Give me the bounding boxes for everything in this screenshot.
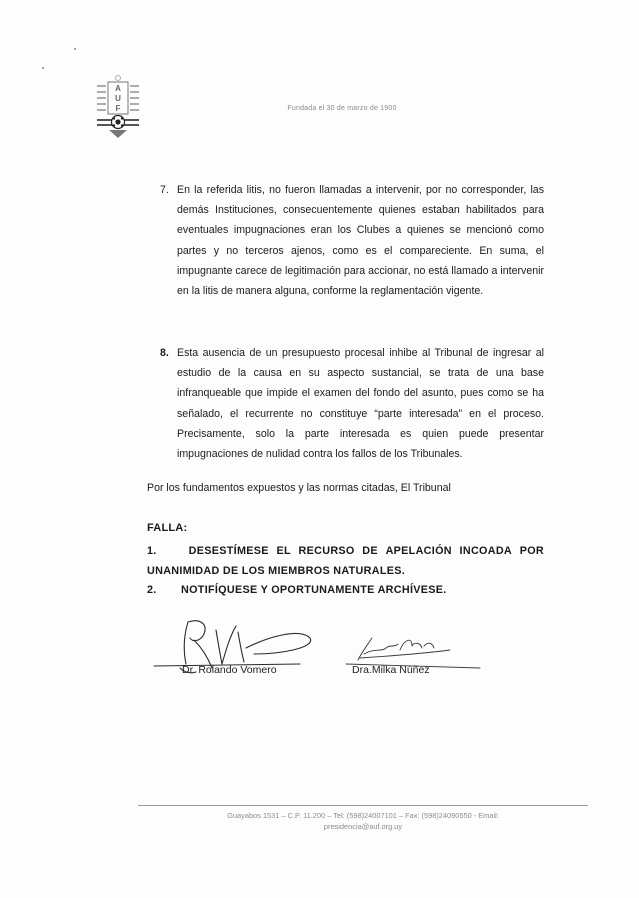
paragraph-text: En la referida litis, no fueron llamadas a intervenir, por no corresponder, las demás Instituciones, consecuentemente quienes estaban habilitados para eventuales impugnaciones eran los Clubes a quienes se mencionó como partes y no terceros ajenos, como es el compareciente. En suma, el impugnante carece de legitimación para accionar, no está llamado a intervenir en la litis de manera alguna, conforme la reglamentación vigente. <box>177 184 544 298</box>
founded-date: Fundada el 30 de marzo de 1900 <box>287 105 397 112</box>
handwritten-signatures <box>150 608 500 688</box>
scan-speck <box>74 48 76 50</box>
ruling-word: APELACIÓN <box>385 545 452 557</box>
footer-contact <box>138 810 588 832</box>
paragraph-number: 7. <box>160 184 169 196</box>
footer-divider <box>138 805 588 806</box>
svg-text:U: U <box>115 94 121 103</box>
ruling-word: DESESTÍMESE <box>188 545 269 557</box>
svg-text:F: F <box>115 104 121 113</box>
ruling-word: DE <box>362 545 378 557</box>
ruling-number: 1. <box>147 545 157 557</box>
scan-speck <box>42 67 44 69</box>
footer-email: presidencia@auf.org.uy <box>323 822 403 831</box>
ruling-text: NOTIFÍQUESE Y OPORTUNAMENTE ARCHÍVESE. <box>181 584 447 596</box>
ruling-word: POR <box>519 545 544 557</box>
ruling-word: INCOADA <box>459 545 513 557</box>
numbered-paragraph-8 <box>160 343 544 464</box>
auf-crest-logo <box>95 74 141 140</box>
closing-statement: Por los fundamentos expuestos y las normas citadas, El Tribunal <box>147 482 451 494</box>
falla-heading: FALLA: <box>147 522 188 534</box>
paragraph-text: Esta ausencia de un presupuesto procesal inhibe al Tribunal de ingresar al estudio de la causa en su aspecto sustancial, se trata de una base infranqueable que impide el examen del fondo del asunto, pues como se ha señalado, el recurrente no constituye “parte interesada” en el proceso. Precisamente, solo la parte interesada es quien puede presentar impugnaciones de nulidad contra los fallos de los Tribunales. <box>177 347 544 461</box>
footer-address-line: Guayabos 1531 – C.P. 11.200 – Tel: (598)24007101 – Fax: (598)24090550 - Email: <box>227 811 499 820</box>
ruling-1-second-line: UNANIMIDAD DE LOS MIEMBROS NATURALES. <box>147 565 406 577</box>
paragraph-number: 8. <box>160 347 169 359</box>
numbered-paragraph-7 <box>160 180 544 301</box>
ruling-2 <box>147 580 544 600</box>
ruling-word: RECURSO <box>298 545 355 557</box>
svg-text:A: A <box>115 84 121 93</box>
signature-name-vomero: Dr. Rolando Vomero <box>182 664 277 676</box>
ruling-number: 2. <box>147 584 157 596</box>
signature-name-nunez: Dra.Milka Núñez <box>352 664 430 676</box>
ruling-1-first-line <box>147 541 544 561</box>
ruling-1 <box>147 541 544 581</box>
ruling-word: EL <box>276 545 291 557</box>
